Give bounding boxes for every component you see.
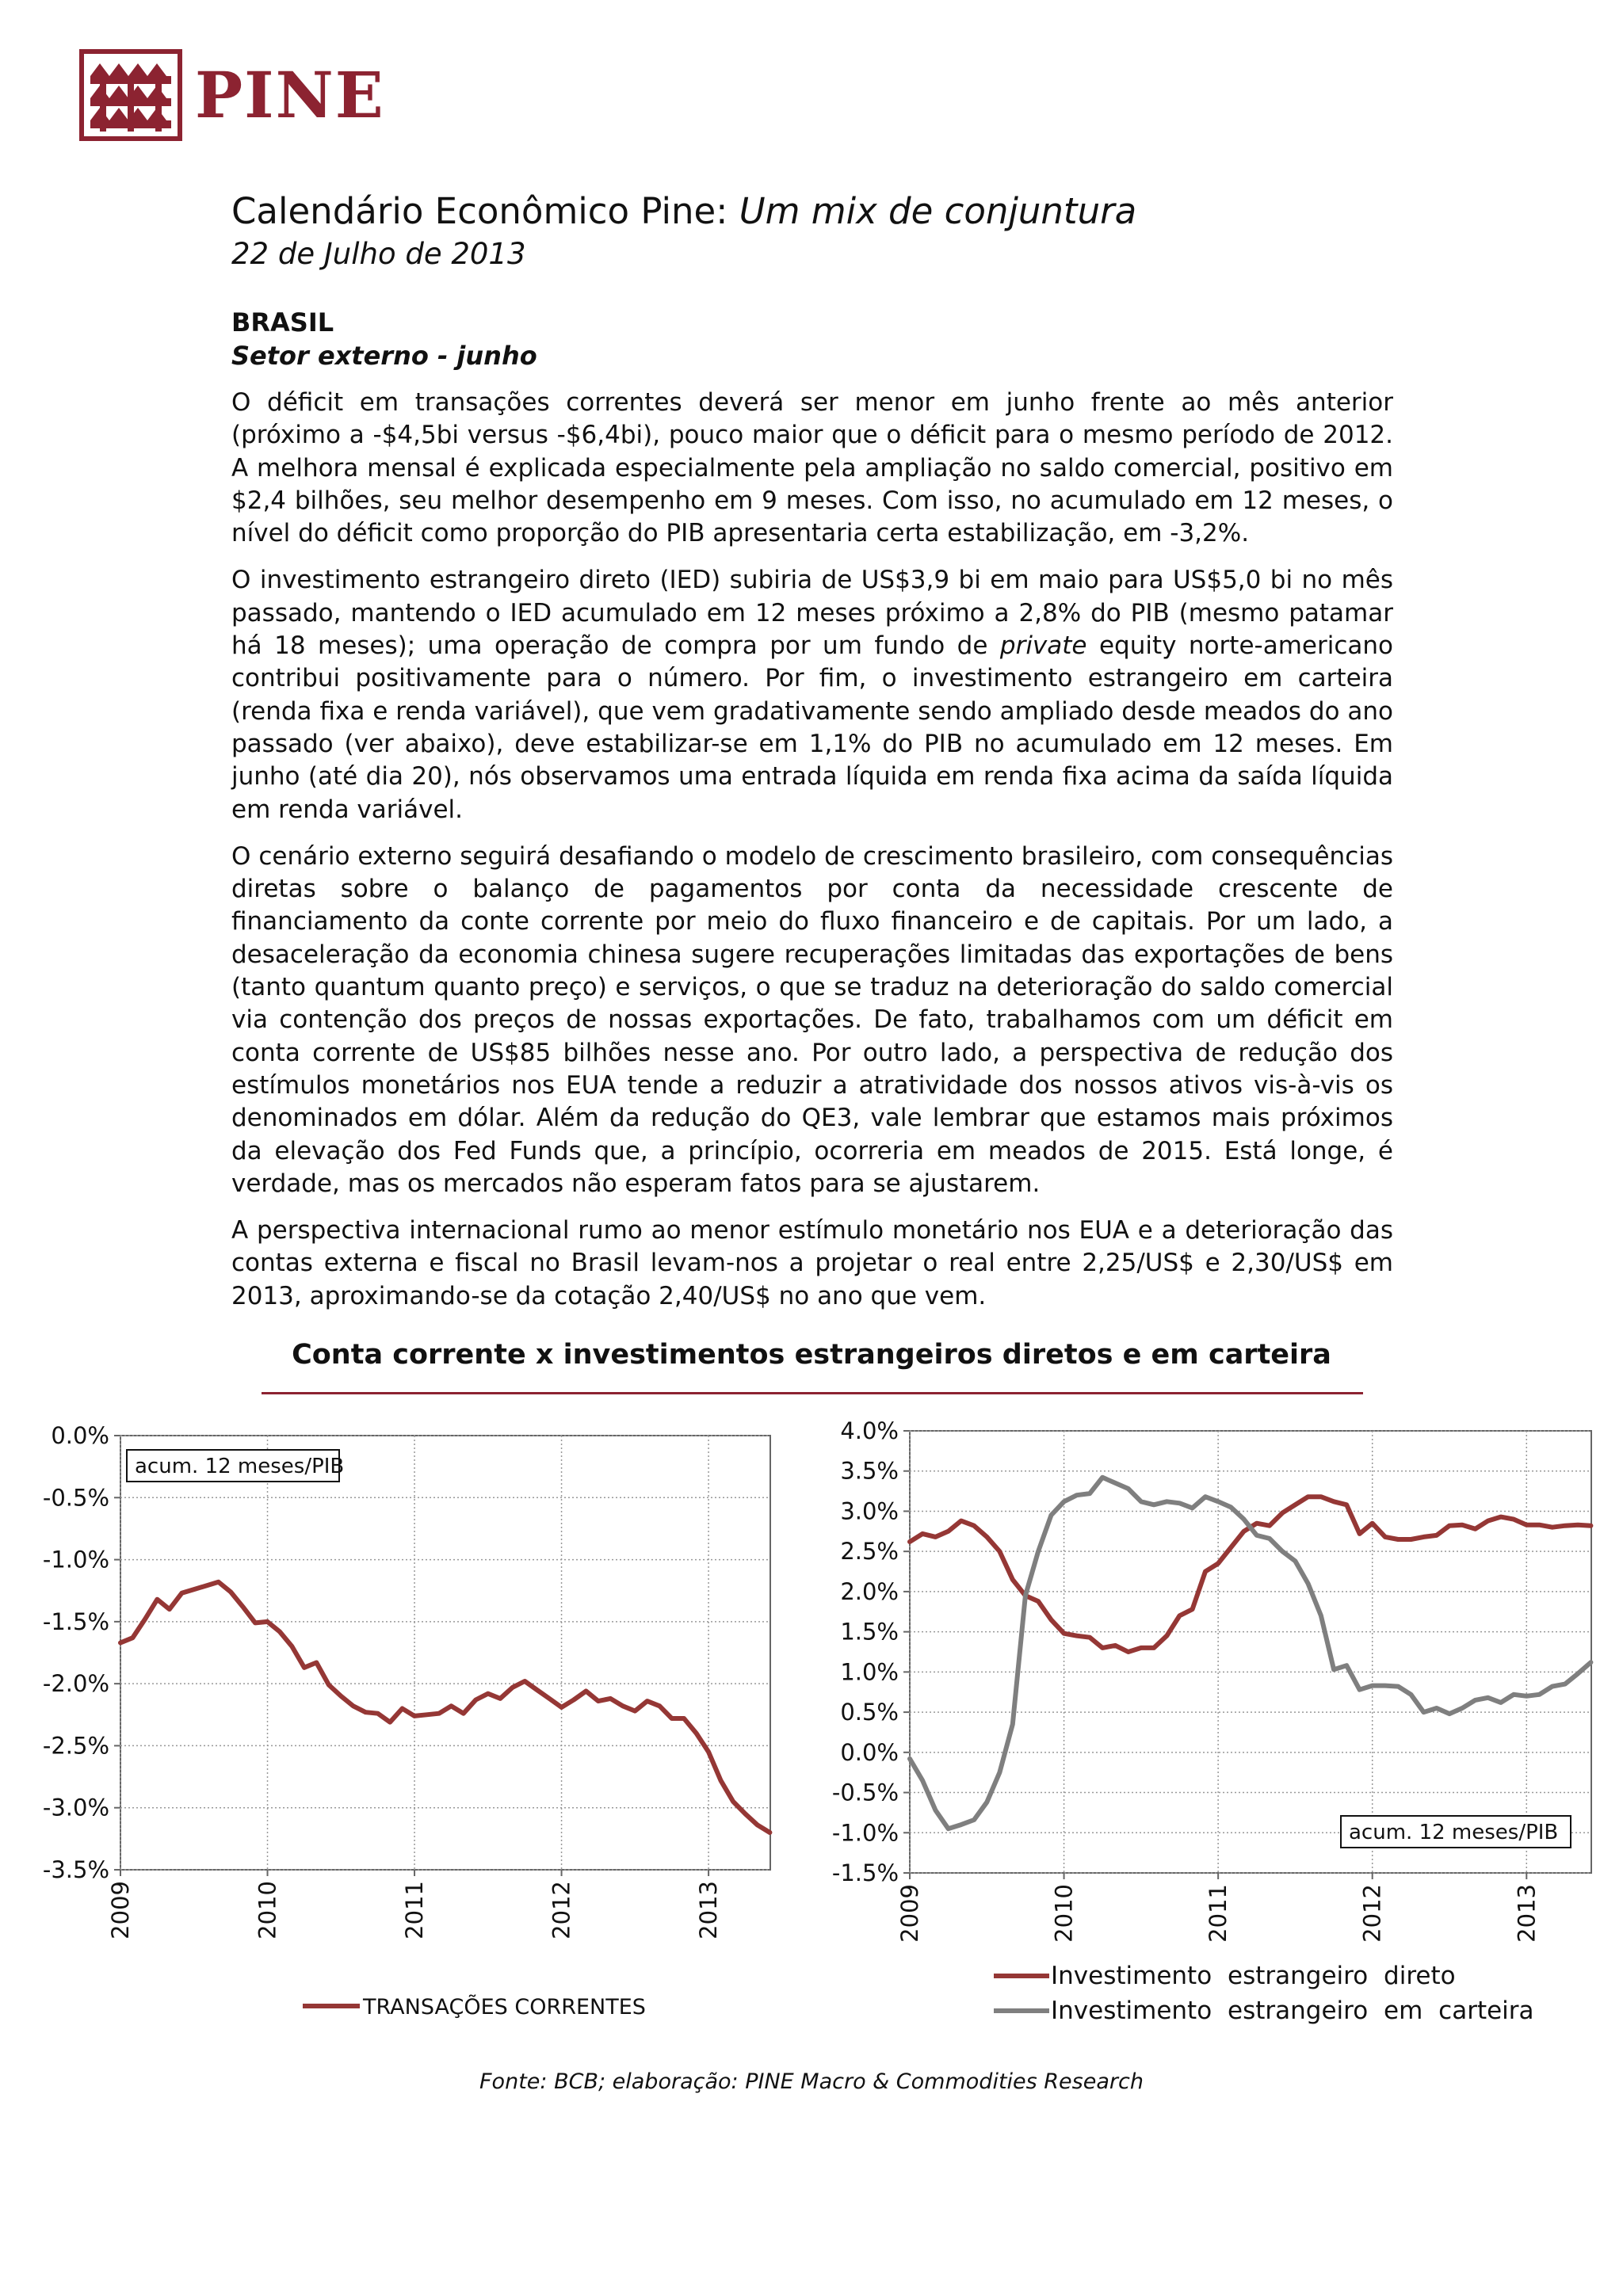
y-tick-label: 3.0% bbox=[840, 1497, 899, 1525]
x-tick-label: 2009 bbox=[896, 1884, 923, 1943]
source-note: Fonte: BCB; elaboração: PINE Macro & Commodities Research bbox=[479, 2069, 1144, 2094]
title-main: Calendário Econômico Pine: bbox=[231, 190, 728, 232]
x-tick-label: 2010 bbox=[254, 1881, 281, 1939]
charts-title-rule bbox=[262, 1392, 1363, 1394]
charts-title: Conta corrente x investimentos estrangeiros diretos e em carteira bbox=[292, 1339, 1331, 1371]
x-tick-label: 2012 bbox=[548, 1881, 575, 1939]
logo-text: PINE bbox=[195, 58, 385, 132]
legend bbox=[303, 1994, 646, 2019]
section-country: BRASIL bbox=[231, 307, 334, 338]
y-tick-label: 3.5% bbox=[840, 1457, 899, 1485]
paragraph-2-after: equity norte-americano contribui positivamente para o número. Por fim, o investimento estrangeiro em carteira (renda fixa e renda variável), que vem gradativamente sendo ampliado desde meados do ano passado (ver abaixo), deve estabilizar-se em 1,1% do PIB no acumulado em 12 meses. Em junho (até dia 20), nós observamos uma entrada líquida em renda fixa acima da saída líquida em renda variável. bbox=[231, 631, 1393, 824]
y-tick-label: -2.5% bbox=[42, 1732, 109, 1760]
y-tick-label: -0.5% bbox=[42, 1484, 109, 1512]
y-tick-label: 0.0% bbox=[840, 1738, 899, 1766]
y-tick-label: 1.0% bbox=[840, 1658, 899, 1686]
current-account-chart bbox=[0, 1402, 812, 2036]
paragraph-3: O cenário externo seguirá desafiando o modelo de crescimento brasileiro, com consequências diretas sobre o balanço de pagamentos por conta da necessidade crescente de financiamento da conte corrente por meio do fluxo financeiro e de capitais. Por um lado, a desaceleração da economia chinesa sugere recuperações limitadas das exportações de bens (tanto quantum quanto preço) e serviços, o que se traduz na deterioração do saldo comercial via contenção dos preços de nossas exportações. De fato, trabalhamos com um déficit em conta corrente de US$85 bilhões nesse ano. Por outro lado, a perspectiva de redução dos estímulos monetários nos EUA tende a reduzir a atratividade dos nossos ativos vis-à-vis os denominados em dólar. Além da redução do QE3, vale lembrar que estamos mais próximos da elevação dos Fed Funds que, a princípio, ocorreria em meados de 2015. Está longe, é verdade, mas os mercados não esperam fatos para se ajustarem. bbox=[231, 841, 1393, 1198]
y-tick-label: -2.0% bbox=[42, 1670, 109, 1698]
pine-logo bbox=[79, 49, 385, 141]
annotation-label: acum. 12 meses/PIB bbox=[135, 1455, 345, 1478]
paragraph-4: A perspectiva internacional rumo ao menor estímulo monetário nos EUA e a deterioração das contas externa e fiscal no Brasil levam-nos a projetar o real entre 2,25/US$ e 2,30/US$ em 2013, aproximando-se da cotação 2,40/US$ no ano que vem. bbox=[231, 1216, 1393, 1310]
y-tick-label: -1.0% bbox=[831, 1819, 899, 1847]
y-tick-label: -3.0% bbox=[42, 1794, 109, 1821]
paragraph-2-italic: private bbox=[999, 631, 1087, 661]
x-tick-label: 2010 bbox=[1050, 1884, 1078, 1943]
foreign-investment-chart bbox=[812, 1402, 1623, 2036]
legend-label-transacoes: TRANSAÇÕES CORRENTES bbox=[363, 1995, 646, 2019]
y-tick-label: 2.0% bbox=[840, 1577, 899, 1605]
y-tick-label: -1.5% bbox=[42, 1608, 109, 1635]
plot-frame bbox=[910, 1431, 1591, 1873]
x-tick-label: 2011 bbox=[401, 1881, 429, 1939]
legend-label-ied: Investimento estrangeiro direto bbox=[1051, 1962, 1456, 1990]
document-date: 22 de Julho de 2013 bbox=[231, 237, 526, 271]
paragraph-2-before: O investimento estrangeiro direto (IED) subiria de US$3,9 bi em maio para US$5,0 bi no mês passado, mantendo o IED acumulado em 12 meses próximo a 2,8% do PIB (mesmo patamar há 18 meses); uma operação de compra por um fundo de bbox=[231, 566, 1393, 661]
y-tick-label: -1.5% bbox=[831, 1859, 899, 1886]
y-tick-label: 4.0% bbox=[840, 1417, 899, 1444]
title-italic: Um mix de conjuntura bbox=[739, 190, 1137, 232]
annotation-box bbox=[127, 1450, 344, 1482]
page-title bbox=[231, 190, 1396, 232]
annotation-box bbox=[1341, 1816, 1571, 1848]
y-tick-label: 0.0% bbox=[51, 1422, 109, 1449]
paragraph-2 bbox=[231, 564, 1393, 826]
section-subtitle: Setor externo - junho bbox=[231, 341, 537, 371]
x-tick-label: 2009 bbox=[107, 1881, 134, 1939]
y-tick-label: -3.5% bbox=[42, 1856, 109, 1883]
legend bbox=[994, 1962, 1534, 2025]
y-tick-label: 1.5% bbox=[840, 1618, 899, 1646]
annotation-label: acum. 12 meses/PIB bbox=[1349, 1821, 1559, 1844]
plot-frame bbox=[120, 1436, 770, 1870]
x-tick-label: 2013 bbox=[1513, 1884, 1541, 1943]
y-tick-label: 2.5% bbox=[840, 1538, 899, 1566]
x-tick-label: 2011 bbox=[1205, 1884, 1232, 1943]
x-tick-label: 2013 bbox=[695, 1881, 723, 1939]
document-header bbox=[231, 190, 1396, 271]
legend-label-carteira: Investimento estrangeiro em carteira bbox=[1051, 1997, 1534, 2025]
y-tick-label: 0.5% bbox=[840, 1699, 899, 1726]
section-heading bbox=[231, 307, 1393, 371]
pine-logo-icon bbox=[79, 49, 182, 141]
y-tick-label: -1.0% bbox=[42, 1546, 109, 1573]
x-tick-label: 2012 bbox=[1358, 1884, 1386, 1943]
y-tick-label: -0.5% bbox=[831, 1779, 899, 1806]
paragraph-1: O déficit em transações correntes deverá ser menor em junho frente ao mês anterior (próximo a -$4,5bi versus -$6,4bi), pouco maior que o déficit para o mesmo período de 2012. A melhora mensal é explicada especialmente pela ampliação no saldo comercial, positivo em $2,4 bilhões, seu melhor desempenho em 9 meses. Com isso, no acumulado em 12 meses, o nível do déficit como proporção do PIB apresentaria certa estabilização, em -3,2%. bbox=[231, 388, 1393, 548]
body-text bbox=[231, 387, 1393, 1327]
